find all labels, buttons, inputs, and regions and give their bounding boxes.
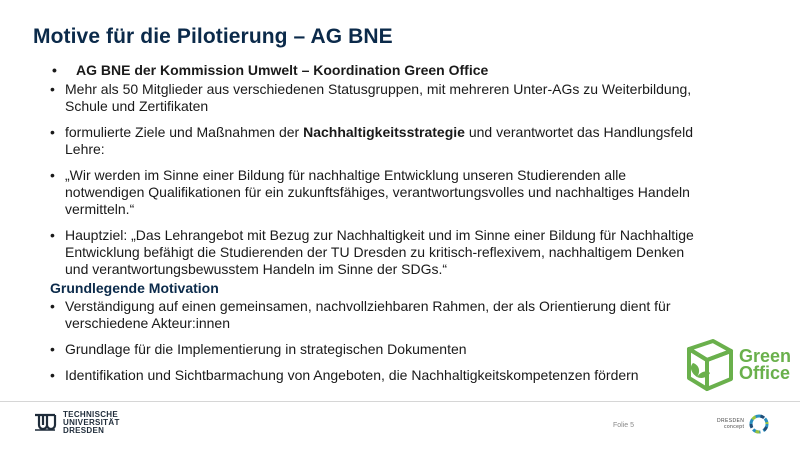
slide-title: Motive für die Pilotierung – AG BNE	[33, 25, 393, 48]
section-title: Grundlegende Motivation	[50, 280, 219, 296]
motivation-item: • Verständigung auf einen gemeinsamen, nachvollziehbaren Rahmen, der als Orientierung dient für verschiedene Akteur:innen	[48, 298, 698, 332]
tu-dresden-wordmark	[63, 411, 120, 435]
bullet-strategy-bold: Nachhaltigkeitsstrategie	[303, 124, 465, 140]
motivation-item: • Identifikation und Sichtbarmachung von Angeboten, die Nachhaltigkeitskompetenzen fördern	[48, 367, 698, 384]
slide-content	[48, 62, 698, 384]
bullet-heading: • AG BNE der Kommission Umwelt – Koordination Green Office	[48, 62, 698, 79]
tud-line2: UNIVERSITÄT	[63, 418, 120, 427]
bullet-strategy-post: und verantwortet das Handlungsfeld Lehre:	[65, 124, 693, 157]
dresden-concept-ring-icon	[748, 413, 770, 435]
bullet-quote: • „Wir werden im Sinne einer Bildung für nachhaltige Entwicklung unseren Studierenden alle notwendigen Qualifikationen für ein zukunftsfähiges, verantwortungsvolles und nachhaltiges Handeln vermitteln.“	[48, 167, 698, 218]
green-office-box-icon	[679, 333, 741, 395]
green-office-line1: Green	[739, 346, 792, 366]
dc-line1: DRESDEN	[717, 418, 745, 424]
green-office-logo	[679, 333, 792, 400]
tu-dresden-logo	[33, 411, 120, 435]
green-office-line2: Office	[739, 363, 791, 383]
bullet-members: • Mehr als 50 Mitglieder aus verschiedenen Statusgruppen, mit mehreren Unter-AGs zu Weiterbildung, Schule und Zertifikaten	[48, 81, 698, 115]
tud-line1: TECHNISCHE	[63, 410, 119, 419]
tud-line3: DRESDEN	[63, 426, 105, 435]
motivation-item: • Grundlage für die Implementierung in strategischen Dokumenten	[48, 341, 698, 358]
green-office-text	[739, 348, 791, 382]
tu-dresden-emblem-icon	[33, 412, 57, 434]
bullet-main-goal: • Hauptziel: „Das Lehrangebot mit Bezug zur Nachhaltigkeit und im Sinne einer Bildung für Nachhaltige Entwicklung befähigt die Studierenden der TU Dresden zu kritisch-reflexivem, nachhaltigem Denken und verantwortungsbewusstem Handeln im Sinne der SDGs.“	[48, 227, 698, 278]
dresden-concept-logo	[717, 413, 770, 435]
bullet-strategy-pre: formulierte Ziele und Maßnahmen der	[65, 124, 304, 140]
slide-number: Folie 5	[613, 422, 635, 429]
bullet-strategy	[48, 124, 698, 158]
footer-divider	[0, 401, 800, 402]
dc-line2: concept	[723, 424, 745, 430]
dresden-concept-wordmark	[717, 418, 744, 430]
